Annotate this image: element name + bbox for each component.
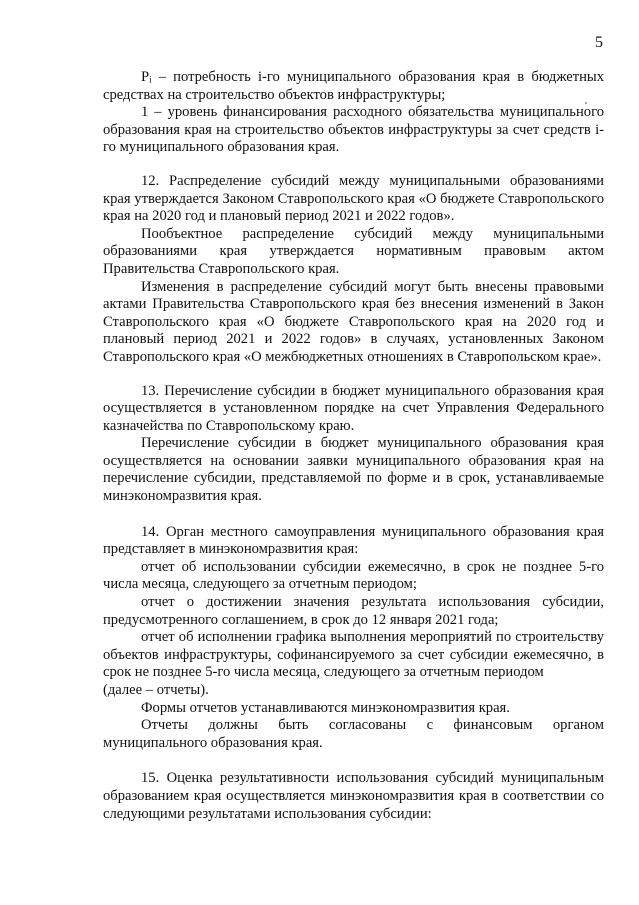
paragraph-funding-level-definition: 1 – уровень финансирования расходного обязательства муниципального образования края на строительство объектов инфраструктуры за счет средств i-го муниципального образования края. [103, 104, 604, 156]
paragraph-section-12: 12. Распределение субсидий между муниципальными образованиями края утверждается Законом Ставропольского края «О бюджете Ставропольского края на 2020 год и плановый период 2021 и 2022 годов». [103, 172, 604, 225]
paragraph-pi-definition: Pᵢ – потребность i-го муниципального образования края в бюджетных средствах на строительство объектов инфраструктуры; [103, 69, 604, 103]
section-spacer [103, 506, 604, 524]
paragraph-report-schedule: отчет об исполнении графика выполнения мероприятий по строительству объектов инфраструктуры, софинансируемого за счет субсидии ежемесячно, в срок не позднее 5-го числа месяца, следующего за отчетным периодом [103, 629, 604, 681]
section-spacer [103, 157, 604, 173]
section-spacer [103, 367, 604, 383]
paragraph-reports-abbrev: (далее – отчеты). [103, 682, 209, 698]
paragraph-distribution-changes: Изменения в распределение субсидий могут быть внесены правовыми актами Правительства Ставропольского края без внесения изменений в Закон Ставропольского края «О бюджете Ставропольского края на 2020 год и плановый период 2021 и 2022 годов» в случаях, установленных Законом Ставропольского края «О межбюджетных отношениях в Ставропольском крае». [103, 278, 604, 365]
paragraph-section-15: 15. Оценка результативности использования субсидий муниципальным образованием края осуществляется минэкономразвития края в соответствии со следующими результатами использования субсидии: [103, 770, 604, 822]
section-spacer [103, 752, 604, 770]
paragraph-section-13: 13. Перечисление субсидии в бюджет муниципального образования края осуществляется в установленном порядке на счет Управления Федерального казначейства по Ставропольскому краю. [103, 382, 604, 434]
document-body [103, 69, 604, 823]
paragraph-report-result: отчет о достижении значения результата использования субсидии, предусмотренного соглашением, в срок до 12 января 2021 года; [103, 594, 604, 628]
scan-speck [585, 102, 587, 104]
paragraph-object-distribution: Пообъектное распределение субсидий между муниципальными образованиями края утверждается нормативным правовым актом Правительства Ставропольского края. [103, 225, 604, 277]
page-number: 5 [595, 34, 603, 51]
paragraph-report-approval: Отчеты должны быть согласованы с финансовым органом муниципального образования края. [103, 717, 604, 751]
paragraph-section-14: 14. Орган местного самоуправления муниципального образования края представляет в минэкономразвития края: [103, 523, 604, 558]
paragraph-report-forms: Формы отчетов устанавливаются минэкономразвития края. [141, 699, 510, 716]
paragraph-transfer-basis: Перечисление субсидии в бюджет муниципального образования края осуществляется на основании заявки муниципального образования края на перечисление субсидии, представляемой по форме и в срок, устанавливаемые минэкономразвития края. [103, 435, 604, 505]
paragraph-report-usage: отчет об использовании субсидии ежемесячно, в срок не позднее 5-го числа месяца, следующего за отчетным периодом; [103, 558, 604, 593]
